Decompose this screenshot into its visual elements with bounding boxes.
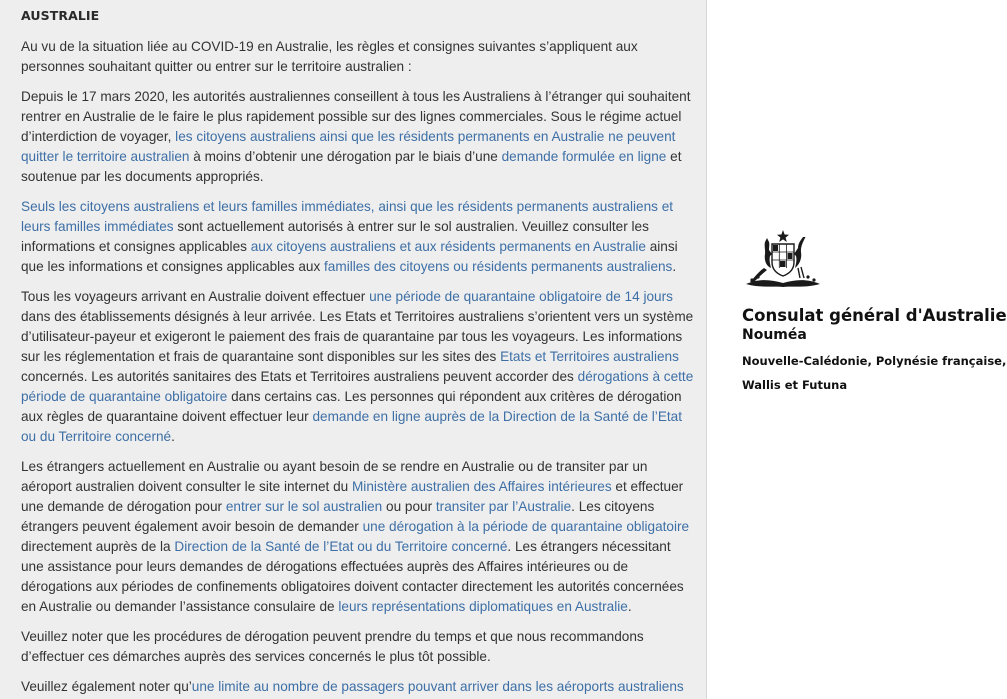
text: directement auprès de la	[21, 539, 175, 554]
intro-paragraph: Au vu de la situation liée au COVID-19 en Australie, les règles et consignes suivantes s’appliquent aux personnes souhaitant quitter ou entrer sur le territoire australien :	[21, 39, 638, 74]
text: Veuillez également noter qu’	[21, 679, 192, 694]
text: dans certains cas. Les personnes qui répondent aux critères de dérogation aux règles de quarantaine doivent effectuer leur	[21, 389, 682, 424]
text: concernés. Les autorités sanitaires des Etats et Territoires australiens peuvent accorder des	[21, 369, 578, 384]
text: sont actuellement autorisés à entrer sur le sol australien. Veuillez consulter les informations et consignes applicables	[21, 219, 649, 254]
diplomatic-representations-link[interactable]: leurs représentations diplomatiques en Australie	[338, 599, 628, 614]
passenger-limit-link[interactable]: une limite au nombre de passagers pouvant arriver dans les aéroports australiens	[191, 679, 684, 694]
text: ainsi que les informations et consignes applicables aux	[21, 239, 678, 274]
text: Les étrangers actuellement en Australie ou ayant besoin de se rendre en Australie ou de transiter par un aéroport australien doivent consulter le site internet du	[21, 459, 648, 494]
consulate-city: Nouméa	[742, 327, 807, 343]
departure-restriction-link[interactable]: les citoyens australiens ainsi que les résidents permanents en Australie ne peuvent quitter le territoire australien	[21, 129, 676, 164]
australian-coat-of-arms-icon	[742, 228, 824, 290]
text: .	[627, 599, 632, 614]
text: . Les étrangers nécessitant une assistance pour leurs demandes de dérogations effectuées auprès des Affaires intérieures ou de dérogations aux périodes de confinements obligatoires doivent contacter directement les autorités concernées en Australie ou demander l’assistance consulaire de	[21, 539, 684, 614]
text: et soutenue par les documents appropriés.	[21, 149, 682, 184]
text: Tous les voyageurs arrivant en Australie doivent effectuer	[21, 289, 370, 304]
enter-australia-link[interactable]: entrer sur le sol australien	[225, 499, 383, 514]
text: et effectuer une demande de dérogation pour	[21, 479, 684, 514]
health-department-request-link[interactable]: demande en ligne auprès de la Direction de la Santé de l’Etat ou du Territoire concerné	[21, 409, 683, 444]
text: dans des établissements désignés à leur arrivée. Les Etats et Territoires australiens s’orientent vers un système d’utilisateur-payeur et exigeront le paiement des frais de quarantaine par tous les voyageurs. Les informations sur les réglementation et frais de quarantaine sont disponibles sur les sites des	[21, 309, 694, 364]
consulate-region: Nouvelle-Calédonie, Polynésie française, Wallis et Futuna	[742, 354, 1007, 392]
entry-paragraph	[21, 197, 697, 277]
states-territories-link[interactable]: Etats et Territoires australiens	[500, 349, 679, 364]
departure-paragraph	[21, 87, 697, 187]
passenger-limit-paragraph	[21, 677, 697, 697]
text: ou pour	[382, 499, 436, 514]
transit-australia-link[interactable]: transiter par l’Australie	[435, 499, 572, 514]
eligible-travellers-link[interactable]: Seuls les citoyens australiens et leurs familles immédiates, ainsi que les résidents permanents australiens et leurs familles immédiates	[21, 199, 674, 234]
quarantine-paragraph	[21, 287, 697, 447]
page-title: AUSTRALIE	[21, 8, 100, 23]
text: . Les citoyens étrangers peuvent également avoir besoin de demander	[21, 499, 655, 534]
consulate-sidebar	[742, 228, 1007, 397]
quarantine-exemption-request-link[interactable]: une dérogation à la période de quarantaine obligatoire	[362, 519, 690, 534]
text: .	[672, 259, 677, 274]
mandatory-quarantine-link[interactable]: une période de quarantaine obligatoire de 14 jours	[369, 289, 673, 304]
foreigners-paragraph	[21, 457, 697, 617]
quarantine-exemptions-link[interactable]: dérogations à cette période de quarantaine obligatoire	[21, 369, 694, 404]
text: .	[171, 429, 175, 444]
health-department-link[interactable]: Direction de la Santé de l’Etat ou du Territoire concerné	[174, 539, 508, 554]
online-request-link[interactable]: demande formulée en ligne	[501, 149, 667, 164]
text: à moins d’obtenir une dérogation par le biais d’une	[189, 149, 502, 164]
processing-time-paragraph: Veuillez noter que les procédures de dérogation peuvent prendre du temps et que nous recommandons d’effectuer ces démarches auprès des services concernés le plus tôt possible.	[21, 629, 644, 664]
text: Depuis le 17 mars 2020, les autorités australiennes conseillent à tous les Australiens à l’étranger qui souhaitent rentrer en Australie de le faire le plus rapidement possible sur des lignes commerciales. Sous le régime actuel d’interdiction de voyager,	[21, 89, 691, 144]
citizens-residents-link[interactable]: aux citoyens australiens et aux résidents permanents en Australie	[250, 239, 646, 254]
family-members-link[interactable]: familles des citoyens ou résidents permanents australiens	[324, 259, 673, 274]
consulate-title: Consulat général d'Australie	[742, 306, 1007, 325]
home-affairs-link[interactable]: Ministère australien des Affaires intérieures	[351, 479, 612, 494]
